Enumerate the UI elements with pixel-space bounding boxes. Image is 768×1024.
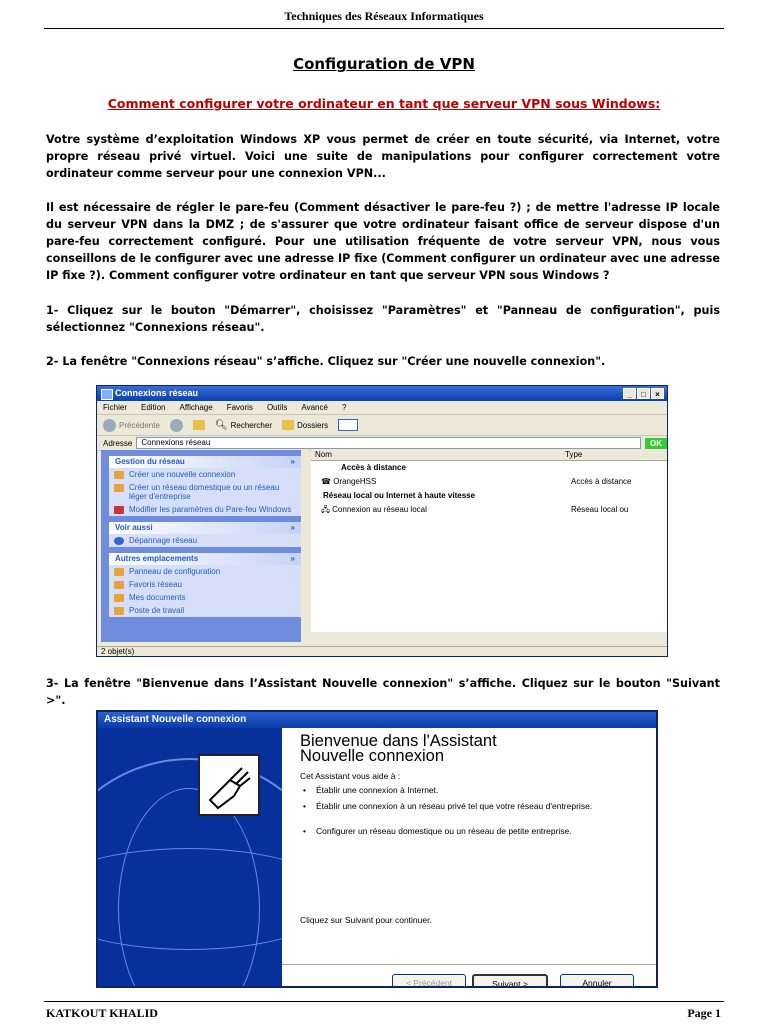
panel-see-also — [109, 522, 301, 547]
info-icon — [114, 537, 124, 545]
task-pane-scrollbar[interactable] — [301, 450, 309, 642]
back-button[interactable]: < Précédent — [392, 974, 466, 988]
wizard-content — [282, 728, 658, 988]
connections-list — [311, 450, 667, 642]
section-subtitle: Comment configurer votre ordinateur en tant que serveur VPN sous Windows: — [107, 96, 661, 111]
wizard-banner — [98, 728, 282, 988]
search-button[interactable]: 🔍︎ Rechercher — [214, 419, 272, 431]
control-panel-link[interactable]: Panneau de configuration — [109, 565, 301, 578]
home-network-icon — [114, 484, 124, 492]
collapse-icon[interactable]: » — [290, 457, 295, 466]
menu-affichage[interactable]: Affichage — [179, 403, 213, 412]
address-bar — [97, 436, 667, 451]
page-title: Configuration de VPN — [293, 55, 475, 73]
dialup-connection-icon: ☎︎ — [321, 477, 334, 486]
search-icon: 🔍︎ — [214, 419, 228, 431]
header-rule — [44, 28, 724, 29]
firewall-paragraph: Il est nécessaire de régler le pare-feu (Comment désactiver le pare-feu ?) ; de mettre l'adresse IP locale du serveur VPN dans la DMZ ; de s'assurer que votre ordinateur faisant office de serveur dispose d'un pare-feu correctement configuré. Pour une utilisation fréquente de votre serveur VPN, nous vous conseillons de le configurer avec une adresse IP fixe (Comment configurer un ordinateur avec une adresse IP fixe ?). Comment configurer votre ordinateur en tant que serveur VPN sous Windows ? — [46, 201, 721, 282]
panel-title: Voir aussi — [115, 523, 153, 532]
step-2: 2- La fenêtre "Connexions réseau" s’affiche. Cliquez sur "Créer une nouvelle connexion". — [46, 355, 606, 368]
page-number: Page 1 — [687, 1006, 721, 1020]
create-connection-link[interactable]: Créer une nouvelle connexion — [109, 468, 301, 481]
my-documents-link[interactable]: Mes documents — [109, 591, 301, 604]
back-button[interactable]: Précédente — [103, 419, 160, 432]
my-computer-link[interactable]: Poste de travail — [109, 604, 301, 617]
lan-connection-icon: 🖧︎ — [321, 505, 333, 514]
folders-icon — [282, 420, 294, 430]
collapse-icon[interactable]: » — [290, 523, 295, 532]
firewall-settings-link[interactable]: Modifier les paramètres du Pare-feu Windows — [109, 503, 301, 516]
panel-other-places — [109, 553, 301, 617]
troubleshoot-link[interactable]: Dépannage réseau — [109, 534, 301, 547]
menu-outils[interactable]: Outils — [266, 403, 288, 412]
up-folder-icon — [193, 420, 205, 430]
connection-item[interactable]: ☎︎ OrangeHSS Accès à distance — [321, 477, 632, 486]
group-header: Accès à distance — [341, 463, 406, 472]
menu-help[interactable]: ? — [341, 403, 347, 412]
network-cable-icon — [198, 754, 260, 816]
horizontal-scrollbar[interactable] — [311, 632, 667, 642]
views-button[interactable] — [338, 419, 358, 431]
cancel-button[interactable]: Annuler — [560, 974, 634, 988]
home-network-link[interactable]: Créer un réseau domestique ou un réseau léger d'entreprise — [109, 481, 301, 503]
new-connection-icon — [114, 471, 124, 479]
next-button[interactable]: Suivant > — [472, 974, 548, 988]
minimize-button[interactable]: _ — [623, 388, 636, 399]
panel-network-tasks — [109, 456, 301, 516]
documents-icon — [114, 594, 124, 602]
menu-favoris[interactable]: Favoris — [226, 403, 253, 412]
panel-title: Gestion du réseau — [115, 457, 185, 466]
up-folder-button[interactable] — [193, 420, 205, 430]
firewall-icon — [114, 506, 124, 514]
task-pane — [101, 450, 309, 642]
wizard-continue-text: Cliquez sur Suivant pour continuer. — [300, 915, 432, 925]
network-folder-icon — [101, 389, 113, 400]
window-title: Connexions réseau — [115, 388, 199, 398]
window-titlebar — [97, 386, 667, 401]
menu-edition[interactable]: Edition — [141, 403, 166, 412]
menu-bar — [97, 401, 667, 415]
wizard-intro: Cet Assistant vous aide à : — [300, 771, 401, 781]
footer-author: KATKOUT KHALID — [46, 1006, 158, 1020]
wizard-bullet: • Établir une connexion à Internet. — [300, 786, 646, 795]
group-header: Réseau local ou Internet à haute vitesse — [323, 491, 476, 500]
wizard-heading: Bienvenue dans l'Assistant Nouvelle connexion — [300, 732, 497, 765]
wizard-separator — [282, 964, 658, 965]
panel-title: Autres emplacements — [115, 554, 199, 563]
toolbar — [97, 415, 667, 436]
footer-rule — [44, 1001, 724, 1002]
views-icon — [338, 419, 358, 431]
wizard-titlebar: Assistant Nouvelle connexion — [98, 712, 656, 728]
close-button[interactable]: × — [651, 388, 664, 399]
status-bar: 2 objet(s) — [97, 646, 668, 656]
connection-item[interactable]: 🖧︎ Connexion au réseau local Réseau local ou — [321, 505, 629, 514]
menu-avance[interactable]: Avancé — [301, 403, 328, 412]
column-name[interactable]: Nom — [315, 450, 332, 459]
new-connection-wizard-screenshot — [96, 710, 658, 988]
collapse-icon[interactable]: » — [290, 554, 295, 563]
control-panel-icon — [114, 568, 124, 576]
back-arrow-icon — [103, 419, 116, 432]
network-places-link[interactable]: Favoris réseau — [109, 578, 301, 591]
computer-icon — [114, 607, 124, 615]
forward-arrow-icon — [170, 419, 183, 432]
step-1: 1- Cliquez sur le bouton "Démarrer", choisissez "Paramètres" et "Panneau de configuration", puis sélectionnez "Connexions réseau". — [46, 304, 720, 334]
menu-fichier[interactable]: Fichier — [103, 403, 128, 412]
page-header: Techniques des Réseaux Informatiques — [284, 9, 484, 23]
go-button[interactable]: OK — [645, 438, 667, 449]
forward-button[interactable] — [170, 419, 183, 432]
folders-button[interactable]: Dossiers — [282, 420, 328, 430]
column-type[interactable]: Type — [565, 450, 583, 459]
network-places-icon — [114, 581, 124, 589]
maximize-button[interactable]: □ — [637, 388, 650, 399]
address-input[interactable]: Connexions réseau — [136, 437, 641, 449]
wizard-bullet: • Configurer un réseau domestique ou un réseau de petite entreprise. — [300, 827, 646, 836]
network-connections-screenshot — [96, 385, 668, 657]
address-label: Adresse — [103, 438, 133, 448]
wizard-bullet: • Établir une connexion à un réseau privé tel que votre réseau d'entreprise. — [300, 802, 646, 811]
intro-paragraph: Votre système d’exploitation Windows XP vous permet de créer en toute sécurité, via Internet, votre propre réseau privé virtuel. Voici une suite de manipulations pour configurer correctement votre ordinateur comme serveur pour une connexion VPN... — [46, 133, 720, 180]
column-headers — [311, 450, 667, 461]
step-3: 3- La fenêtre "Bienvenue dans l’Assistant Nouvelle connexion" s’affiche. Cliquez sur le bouton "Suivant >". — [46, 677, 720, 707]
